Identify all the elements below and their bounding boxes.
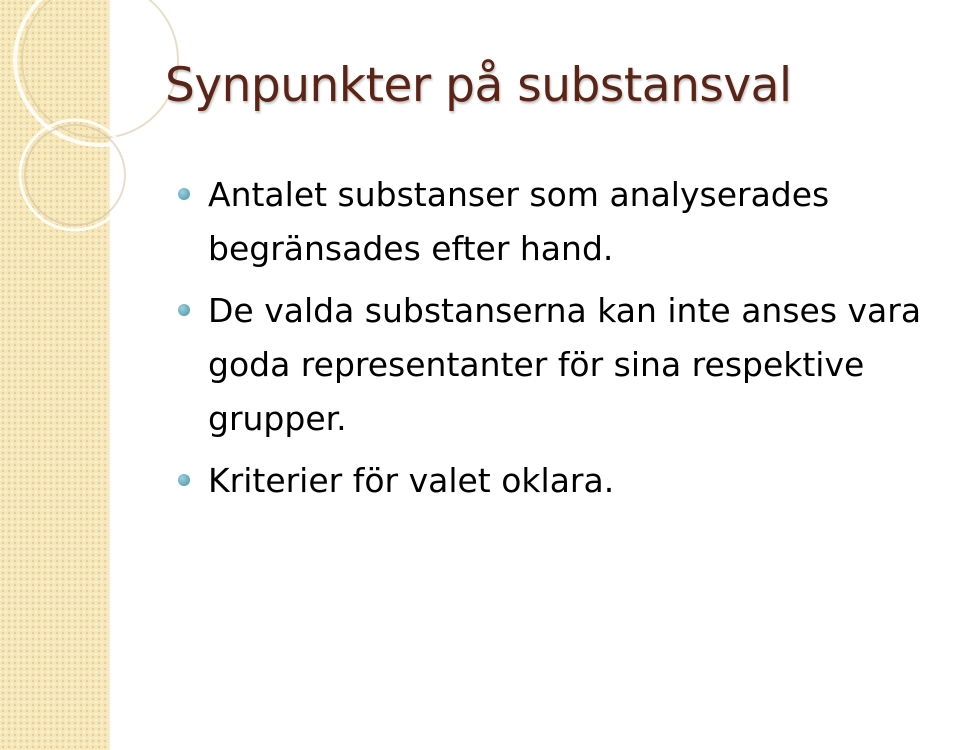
bullet-item xyxy=(178,284,958,446)
bullet-list xyxy=(178,168,958,516)
band-edge xyxy=(108,0,111,750)
bullet-dot-icon xyxy=(178,474,190,486)
bullet-dot-icon xyxy=(178,188,190,200)
bullet-item xyxy=(178,454,958,508)
decorative-side-band xyxy=(0,0,108,750)
bullet-text: De valda substanserna kan inte anses vara goda representanter för sina respektive grupper. xyxy=(208,291,922,438)
bullet-text: Antalet substanser som analyserades begränsades efter hand. xyxy=(208,175,830,268)
slide-title: Synpunkter på substansval xyxy=(165,58,792,113)
bullet-item xyxy=(178,168,958,276)
bullet-dot-icon xyxy=(178,304,190,316)
bullet-text: Kriterier för valet oklara. xyxy=(208,461,615,500)
